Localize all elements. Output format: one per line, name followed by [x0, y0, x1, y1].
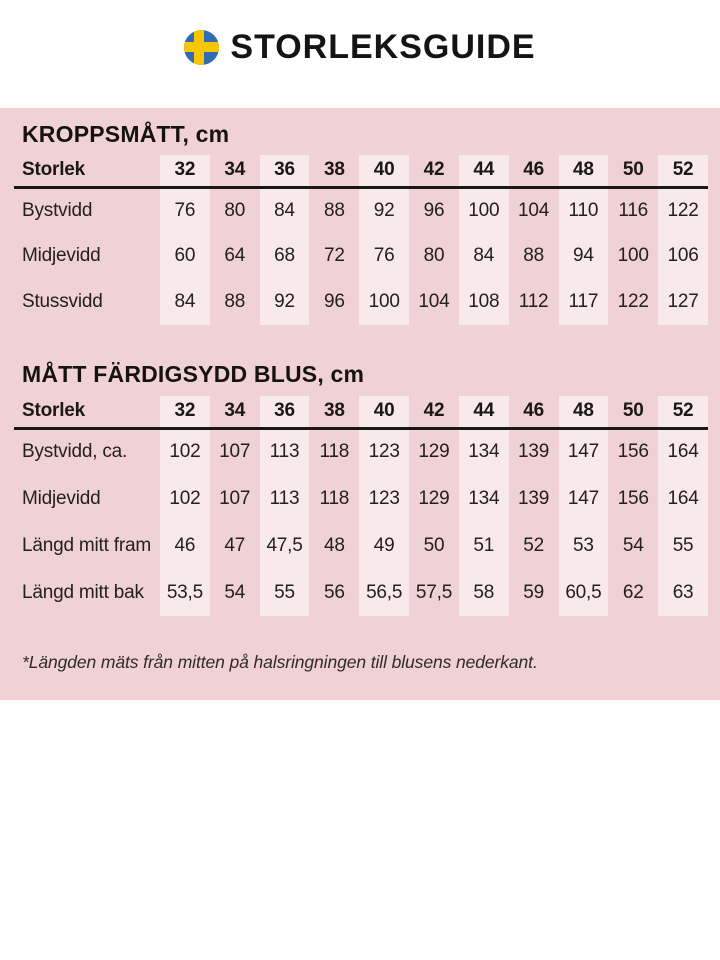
- size-guide-panel: [0, 108, 720, 700]
- measurement-label: Längd mitt bak: [22, 581, 144, 603]
- measurement-value: 122: [658, 187, 708, 233]
- measurement-value: 123: [359, 428, 409, 475]
- measurement-value: 139: [518, 487, 550, 509]
- measurement-value: 102: [160, 475, 210, 522]
- measurement-value: 104: [418, 291, 450, 312]
- measurement-value: 96: [323, 291, 345, 312]
- measurement-value: 84: [260, 187, 310, 233]
- measurement-value: 129: [418, 487, 450, 509]
- measurement-value: 110: [559, 187, 609, 233]
- measurement-row: [14, 279, 708, 325]
- size-guide-header: [0, 0, 720, 108]
- measurement-value: 92: [359, 187, 409, 233]
- measurement-value: 117: [559, 279, 609, 325]
- measurement-value: 107: [219, 487, 251, 509]
- size-column-header: 38: [309, 396, 359, 428]
- size-column-header: 46: [509, 396, 559, 428]
- measurement-label: Bystvidd: [22, 199, 93, 221]
- measurement-value: 55: [658, 522, 708, 569]
- measurement-value: 84: [160, 279, 210, 325]
- size-header-label: Storlek: [14, 396, 160, 428]
- measurement-value: 156: [617, 441, 649, 463]
- measurement-value: 80: [423, 245, 445, 266]
- size-column-header: 48: [559, 396, 609, 428]
- measurement-value: 113: [260, 475, 310, 522]
- measurement-value: 68: [260, 233, 310, 279]
- measurement-value: 62: [622, 581, 644, 603]
- measurement-value: 156: [617, 487, 649, 509]
- size-column-header: 34: [210, 155, 260, 187]
- page-title: STORLEKSGUIDE: [230, 27, 536, 66]
- garment-measurements-table: [14, 396, 708, 616]
- measurement-value: 129: [418, 441, 450, 463]
- size-column-header: 44: [459, 396, 509, 428]
- footnote: *Längden mäts från mitten på halsringningen till blusens nederkant.: [22, 652, 538, 672]
- measurement-value: 52: [523, 534, 544, 556]
- measurement-label: Bystvidd, ca.: [22, 441, 128, 463]
- measurement-value: 50: [423, 534, 445, 556]
- measurement-value: 57,5: [415, 581, 453, 603]
- measurement-value: 104: [518, 199, 550, 221]
- measurement-label: Midjevidd: [22, 245, 101, 266]
- measurement-value: 76: [359, 233, 409, 279]
- measurement-value: 100: [459, 187, 509, 233]
- measurement-value: 54: [622, 534, 644, 556]
- measurement-value: 88: [523, 245, 544, 266]
- measurement-value: 49: [359, 522, 409, 569]
- measurement-value: 147: [559, 428, 609, 475]
- measurement-value: 53,5: [160, 569, 210, 616]
- measurement-value: 127: [658, 279, 708, 325]
- measurement-value: 108: [459, 279, 509, 325]
- measurement-row: [14, 187, 708, 233]
- measurement-value: 48: [323, 534, 345, 556]
- size-column-header: 38: [309, 155, 359, 187]
- measurement-row: [14, 569, 708, 616]
- measurement-value: 147: [559, 475, 609, 522]
- measurement-value: 54: [224, 581, 246, 603]
- measurement-value: 80: [224, 199, 246, 221]
- measurement-value: 96: [423, 199, 445, 221]
- measurement-value: 72: [323, 245, 345, 266]
- measurement-row: [14, 475, 708, 522]
- measurement-value: 113: [260, 428, 310, 475]
- size-column-header: 40: [359, 155, 409, 187]
- measurement-value: 76: [160, 187, 210, 233]
- measurement-value: 92: [260, 279, 310, 325]
- measurement-value: 112: [518, 291, 549, 312]
- measurement-value: 164: [658, 475, 708, 522]
- measurement-row: [14, 428, 708, 475]
- size-column-header: 52: [658, 396, 708, 428]
- body-measurements-title: KROPPSMÅTT, cm: [22, 121, 230, 147]
- measurement-value: 122: [617, 291, 649, 312]
- size-column-header: 50: [608, 396, 658, 428]
- measurement-value: 58: [459, 569, 509, 616]
- measurement-value: 134: [459, 428, 509, 475]
- measurement-value: 46: [160, 522, 210, 569]
- measurement-value: 60,5: [559, 569, 609, 616]
- measurement-value: 84: [459, 233, 509, 279]
- size-column-header: 42: [409, 155, 459, 187]
- measurement-value: 100: [359, 279, 409, 325]
- measurement-value: 94: [559, 233, 609, 279]
- measurement-value: 51: [459, 522, 509, 569]
- measurement-label: Längd mitt fram: [22, 534, 151, 556]
- measurement-value: 47,5: [260, 522, 310, 569]
- measurement-label: Stussvidd: [22, 291, 103, 312]
- measurement-value: 59: [523, 581, 544, 603]
- body-measurements-table: [14, 155, 708, 325]
- measurement-value: 123: [359, 475, 409, 522]
- size-column-header: 46: [509, 155, 559, 187]
- measurement-row: [14, 522, 708, 569]
- size-header-label: Storlek: [14, 155, 160, 187]
- measurement-value: 60: [160, 233, 210, 279]
- sweden-flag-icon: [184, 30, 219, 65]
- measurement-row: [14, 233, 708, 279]
- measurement-value: 164: [658, 428, 708, 475]
- measurement-value: 88: [224, 291, 246, 312]
- measurement-label: Midjevidd: [22, 487, 101, 509]
- measurement-value: 118: [319, 441, 350, 463]
- measurement-value: 56: [323, 581, 345, 603]
- measurement-value: 55: [260, 569, 310, 616]
- measurement-value: 102: [160, 428, 210, 475]
- size-column-header: 34: [210, 396, 260, 428]
- size-column-header: 40: [359, 396, 409, 428]
- measurement-value: 134: [459, 475, 509, 522]
- measurement-value: 47: [224, 534, 246, 556]
- size-column-header: 50: [608, 155, 658, 187]
- size-header-row: [14, 155, 708, 187]
- measurement-value: 107: [219, 441, 251, 463]
- measurement-value: 100: [617, 245, 649, 266]
- measurement-value: 116: [618, 199, 649, 221]
- size-column-header: 32: [160, 396, 210, 428]
- measurement-value: 64: [224, 245, 246, 266]
- measurement-value: 63: [658, 569, 708, 616]
- measurement-value: 56,5: [359, 569, 409, 616]
- measurement-value: 118: [319, 487, 350, 509]
- size-column-header: 44: [459, 155, 509, 187]
- size-column-header: 42: [409, 396, 459, 428]
- measurement-value: 88: [323, 199, 345, 221]
- size-column-header: 52: [658, 155, 708, 187]
- size-column-header: 48: [559, 155, 609, 187]
- size-column-header: 36: [260, 396, 310, 428]
- size-column-header: 36: [260, 155, 310, 187]
- size-header-row: [14, 396, 708, 428]
- size-column-header: 32: [160, 155, 210, 187]
- measurement-value: 139: [518, 441, 550, 463]
- measurement-value: 106: [658, 233, 708, 279]
- garment-measurements-title: MÅTT FÄRDIGSYDD BLUS, cm: [22, 361, 365, 387]
- measurement-value: 53: [559, 522, 609, 569]
